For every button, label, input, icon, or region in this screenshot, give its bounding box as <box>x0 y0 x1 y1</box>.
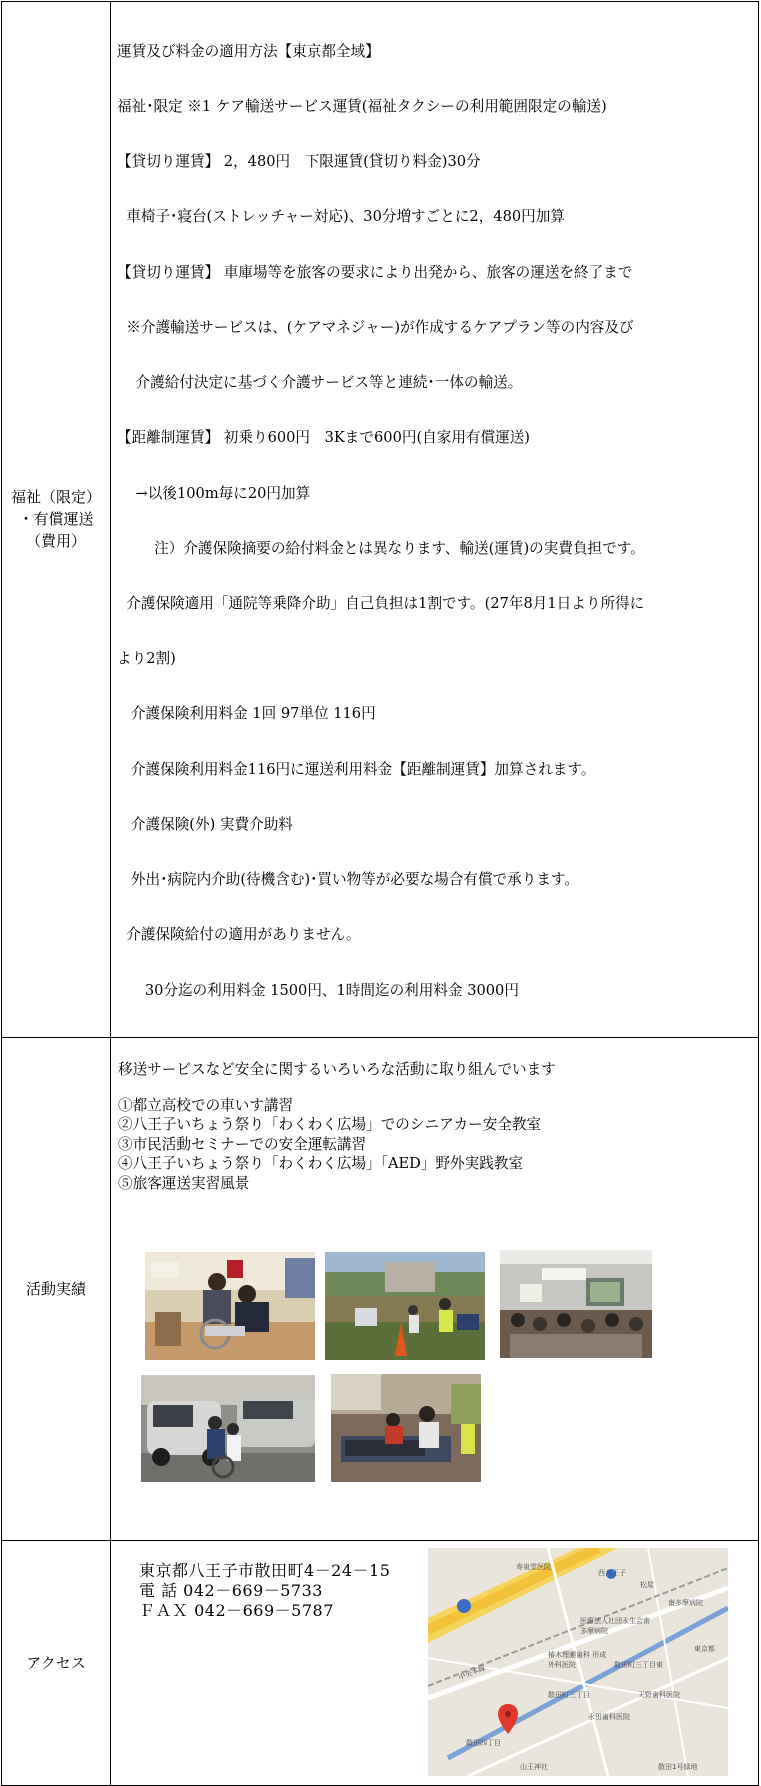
access-map[interactable] <box>428 1548 728 1776</box>
map-label: 散田1号緑地 <box>658 1762 698 1771</box>
fee-line: 30分迄の利用料金 1500円、1時間迄の利用料金 3000円 <box>117 981 519 999</box>
map-label: 松屋 <box>640 1580 654 1589</box>
fee-text <box>111 2 758 1037</box>
contact-block <box>139 1561 390 1621</box>
activities-row <box>2 1037 759 1540</box>
access-row <box>2 1540 759 1785</box>
fee-line: 【距離制運賃】 初乗り600円 3Kまで600円(自家用有償運送) <box>117 429 530 447</box>
photo-aed-training <box>331 1374 481 1482</box>
fee-line: ※介護輸送サービスは、(ケアマネジャー)が作成するケアプラン等の内容及び <box>117 318 634 336</box>
fee-line: 【貸切り運賃】 車庫場等を旅客の要求により出発から、旅客の運送を終了まで <box>117 263 633 281</box>
fee-line: 注）介護保険摘要の給付料金とは異なります、輸送(運賃)の実費負担です。 <box>117 539 645 557</box>
activities-label: 活動実績 <box>25 1279 86 1298</box>
fee-label-line: ・有償運送 <box>18 510 94 529</box>
map-label: 山王神社 <box>520 1762 548 1771</box>
fee-line: 介護保険(外) 実費介助料 <box>117 815 293 833</box>
fee-line: 介護保険利用料金116円に運送利用料金【距離制運賃】加算されます。 <box>117 760 596 778</box>
fee-line: 福祉･限定 ※1 ケア輸送サービス運賃(福祉タクシーの利用範囲限定の輸送) <box>117 98 607 116</box>
map-label: 散田町三丁目 <box>548 1690 590 1699</box>
map-label: 永田歯科医院 <box>588 1712 630 1721</box>
fee-line: →以後100m毎に20円加算 <box>117 484 311 502</box>
map-label: 中央本線 <box>457 1663 487 1682</box>
list-item: ③市民活動セミナーでの安全運転講習 <box>118 1135 367 1153</box>
fee-line: 介護給付決定に基づく介護サービス等と連続･一体の輸送。 <box>117 374 523 392</box>
fee-label-cell <box>2 2 111 1038</box>
map-label: 天野歯科医院 <box>638 1690 680 1699</box>
fee-line: 介護保険利用料金 1回 97単位 116円 <box>117 705 376 723</box>
phone-number: 電 話 042－669－5733 <box>139 1580 323 1600</box>
activities-list <box>118 1096 541 1194</box>
fee-label-line: （費用） <box>25 532 86 551</box>
map-label: 南多摩病院 <box>668 1598 703 1607</box>
access-content-cell <box>111 1540 759 1785</box>
fee-label-line: 福祉（限定） <box>10 488 101 507</box>
map-label: 寿泉堂医院 <box>516 1562 551 1571</box>
map-label: 椿木理瀬歯科 形成外科医院 <box>548 1650 607 1669</box>
fee-line: 外出･病院内介助(待機含む)･買い物等が必要な場合有償で承ります。 <box>117 871 579 889</box>
map-label: 散田町三丁目東 <box>614 1660 663 1669</box>
access-label: アクセス <box>26 1653 86 1672</box>
photo-senior-car-class <box>325 1252 485 1360</box>
activities-content-cell <box>111 1037 759 1540</box>
map-label: 散田四丁目 <box>466 1738 501 1747</box>
fee-line: 介護保険給付の適用がありません。 <box>117 926 361 944</box>
map-label: 医療法人社団永生会南多摩病院 <box>580 1616 650 1635</box>
list-item: ②八王子いちょう祭り「わくわく広場」でのシニアカー安全教室 <box>118 1116 542 1134</box>
info-table <box>1 1 759 1786</box>
fee-line: より2割) <box>117 650 176 668</box>
fee-line: 【貸切り運賃】 2，480円 下限運賃(貸切り料金)30分 <box>117 153 481 171</box>
fax-number: ＦＡＸ 042－669－5787 <box>139 1600 334 1620</box>
photo-passenger-transport <box>141 1375 315 1482</box>
list-item: ⑤旅客運送実習風景 <box>118 1174 250 1192</box>
address: 東京都八王子市散田町4－24－15 <box>139 1560 391 1580</box>
fee-line: 介護保険適用「通院等乗降介助」自己負担は1割です。(27年8月1日より所得に <box>117 595 645 612</box>
activities-intro: 移送サービスなど安全に関するいろいろな活動に取り組んでいます <box>118 1060 556 1078</box>
photo-safe-driving-seminar <box>500 1250 652 1358</box>
fee-line: 車椅子･寝台(ストレッチャー対応)、30分増すごとに2，480円加算 <box>117 208 565 226</box>
activities-label-cell <box>2 1037 111 1540</box>
access-label-cell <box>2 1540 111 1785</box>
list-item: ①都立高校での車いす講習 <box>118 1096 294 1114</box>
map-label: 東京都 <box>694 1644 715 1653</box>
photo-wheelchair-lesson <box>145 1252 315 1360</box>
list-item: ④八王子いちょう祭り「わくわく広場」「AED」野外実践教室 <box>118 1155 524 1173</box>
fee-line: 運賃及び料金の適用方法【東京都全域】 <box>117 42 380 60</box>
fee-row <box>2 2 759 1038</box>
map-label: 西八王子 <box>598 1568 626 1577</box>
access-content <box>111 1541 758 1785</box>
fee-content-cell <box>111 2 759 1038</box>
activities-content <box>111 1038 758 1540</box>
